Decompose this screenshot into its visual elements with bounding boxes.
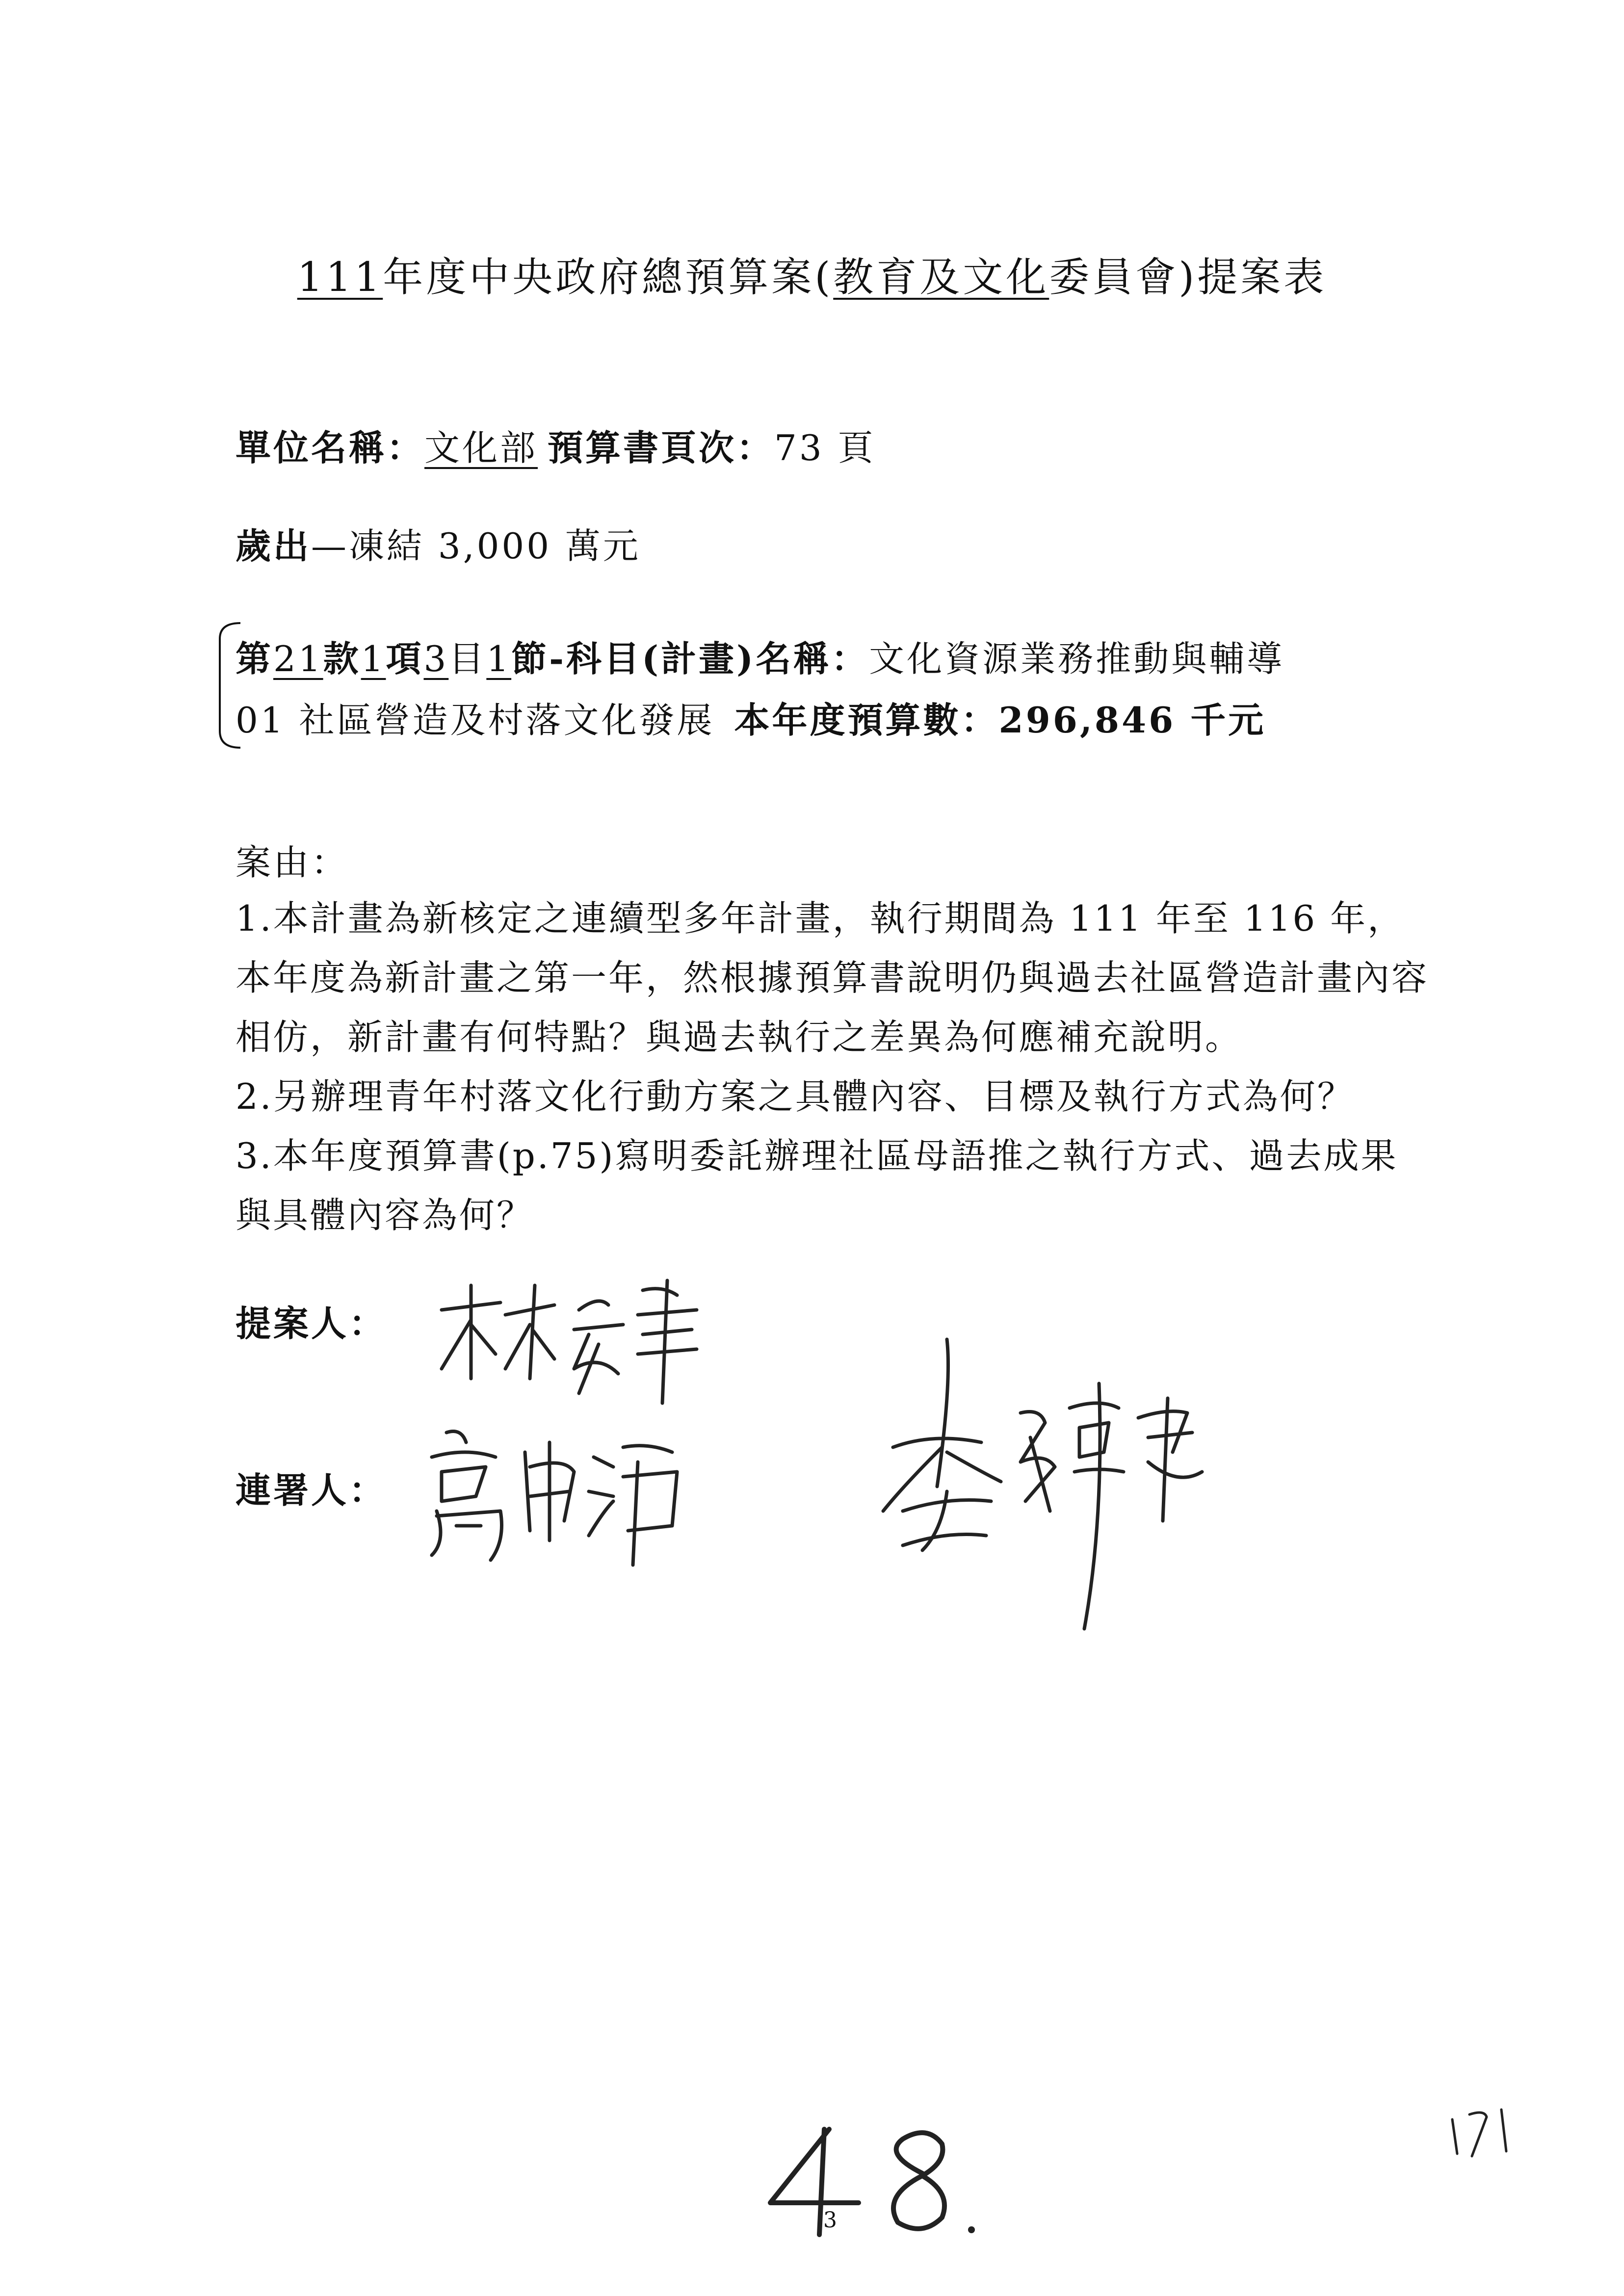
subject-line-2: [236, 692, 1266, 743]
expenditure-text: —凍結 3,000 萬元: [311, 525, 641, 567]
page-number: 3: [823, 2208, 837, 2233]
title-year: 111: [297, 254, 383, 301]
subject-xiang: 1: [361, 638, 386, 679]
reason-list: [236, 889, 1433, 1245]
handwritten-number: [760, 2119, 1016, 2242]
unit-line: [236, 419, 876, 470]
expenditure-label: 歲出: [236, 525, 312, 567]
reason-item: 1.本計畫為新核定之連續型多年計畫，執行期間為 111 年至 116 年，本年度為新計畫之第一年，然根據預算書說明仍與過去社區營造計畫內容相仿，新計畫有何特點？與過去執行之差異為何應補充說明。: [236, 898, 1429, 1058]
subject-name: 文化資源業務推動與輔導: [869, 638, 1285, 679]
document-title: [0, 245, 1624, 303]
subject-kuan-unit: 款: [323, 638, 361, 679]
cosigner-signature-1: [417, 1413, 692, 1575]
subject-mu: 3: [423, 638, 449, 679]
unit-value: 文化部: [424, 427, 538, 469]
budget-label: 本年度預算數：: [734, 699, 999, 741]
page-label: 預算書頁次：: [548, 427, 775, 469]
cosigner-signature-2: [873, 1325, 1207, 1658]
title-text-1: 年度中央政府總預算案(: [383, 254, 834, 301]
title-text-2: 委員會)提案表: [1049, 254, 1327, 301]
budget-value: 296,846 千元: [998, 699, 1266, 741]
subject-mu-unit: 目: [448, 638, 487, 679]
reason-label: 案由：: [236, 842, 349, 883]
subject-jie: 1: [486, 638, 512, 679]
cosigners-label: 連署人：: [236, 1469, 387, 1511]
proposer-signature: [432, 1256, 707, 1408]
reason-item: 2.另辦理青年村落文化行動方案之具體內容、目標及執行方式為何？: [236, 1076, 1355, 1117]
subject-line-1: [236, 630, 1284, 681]
subject-xiang-unit: 項: [386, 638, 424, 679]
expenditure-line: [236, 518, 641, 569]
proposer-label: 提案人：: [236, 1303, 387, 1344]
margin-note: [1442, 2100, 1521, 2164]
subject-prefix: 第: [236, 638, 274, 679]
title-committee: 教育及文化: [833, 254, 1049, 301]
page-value: 73 頁: [774, 427, 876, 469]
unit-label: 單位名稱：: [236, 427, 425, 469]
subject-kuan: 21: [273, 638, 323, 679]
subject-plan: 01 社區營造及村落文化發展: [236, 700, 715, 741]
subject-name-label: 節-科目(計畫)名稱：: [511, 638, 869, 679]
reason-item: 3.本年度預算書(p.75)寫明委託辦理社區母語推之執行方式、過去成果與具體內容為何？: [236, 1135, 1398, 1236]
